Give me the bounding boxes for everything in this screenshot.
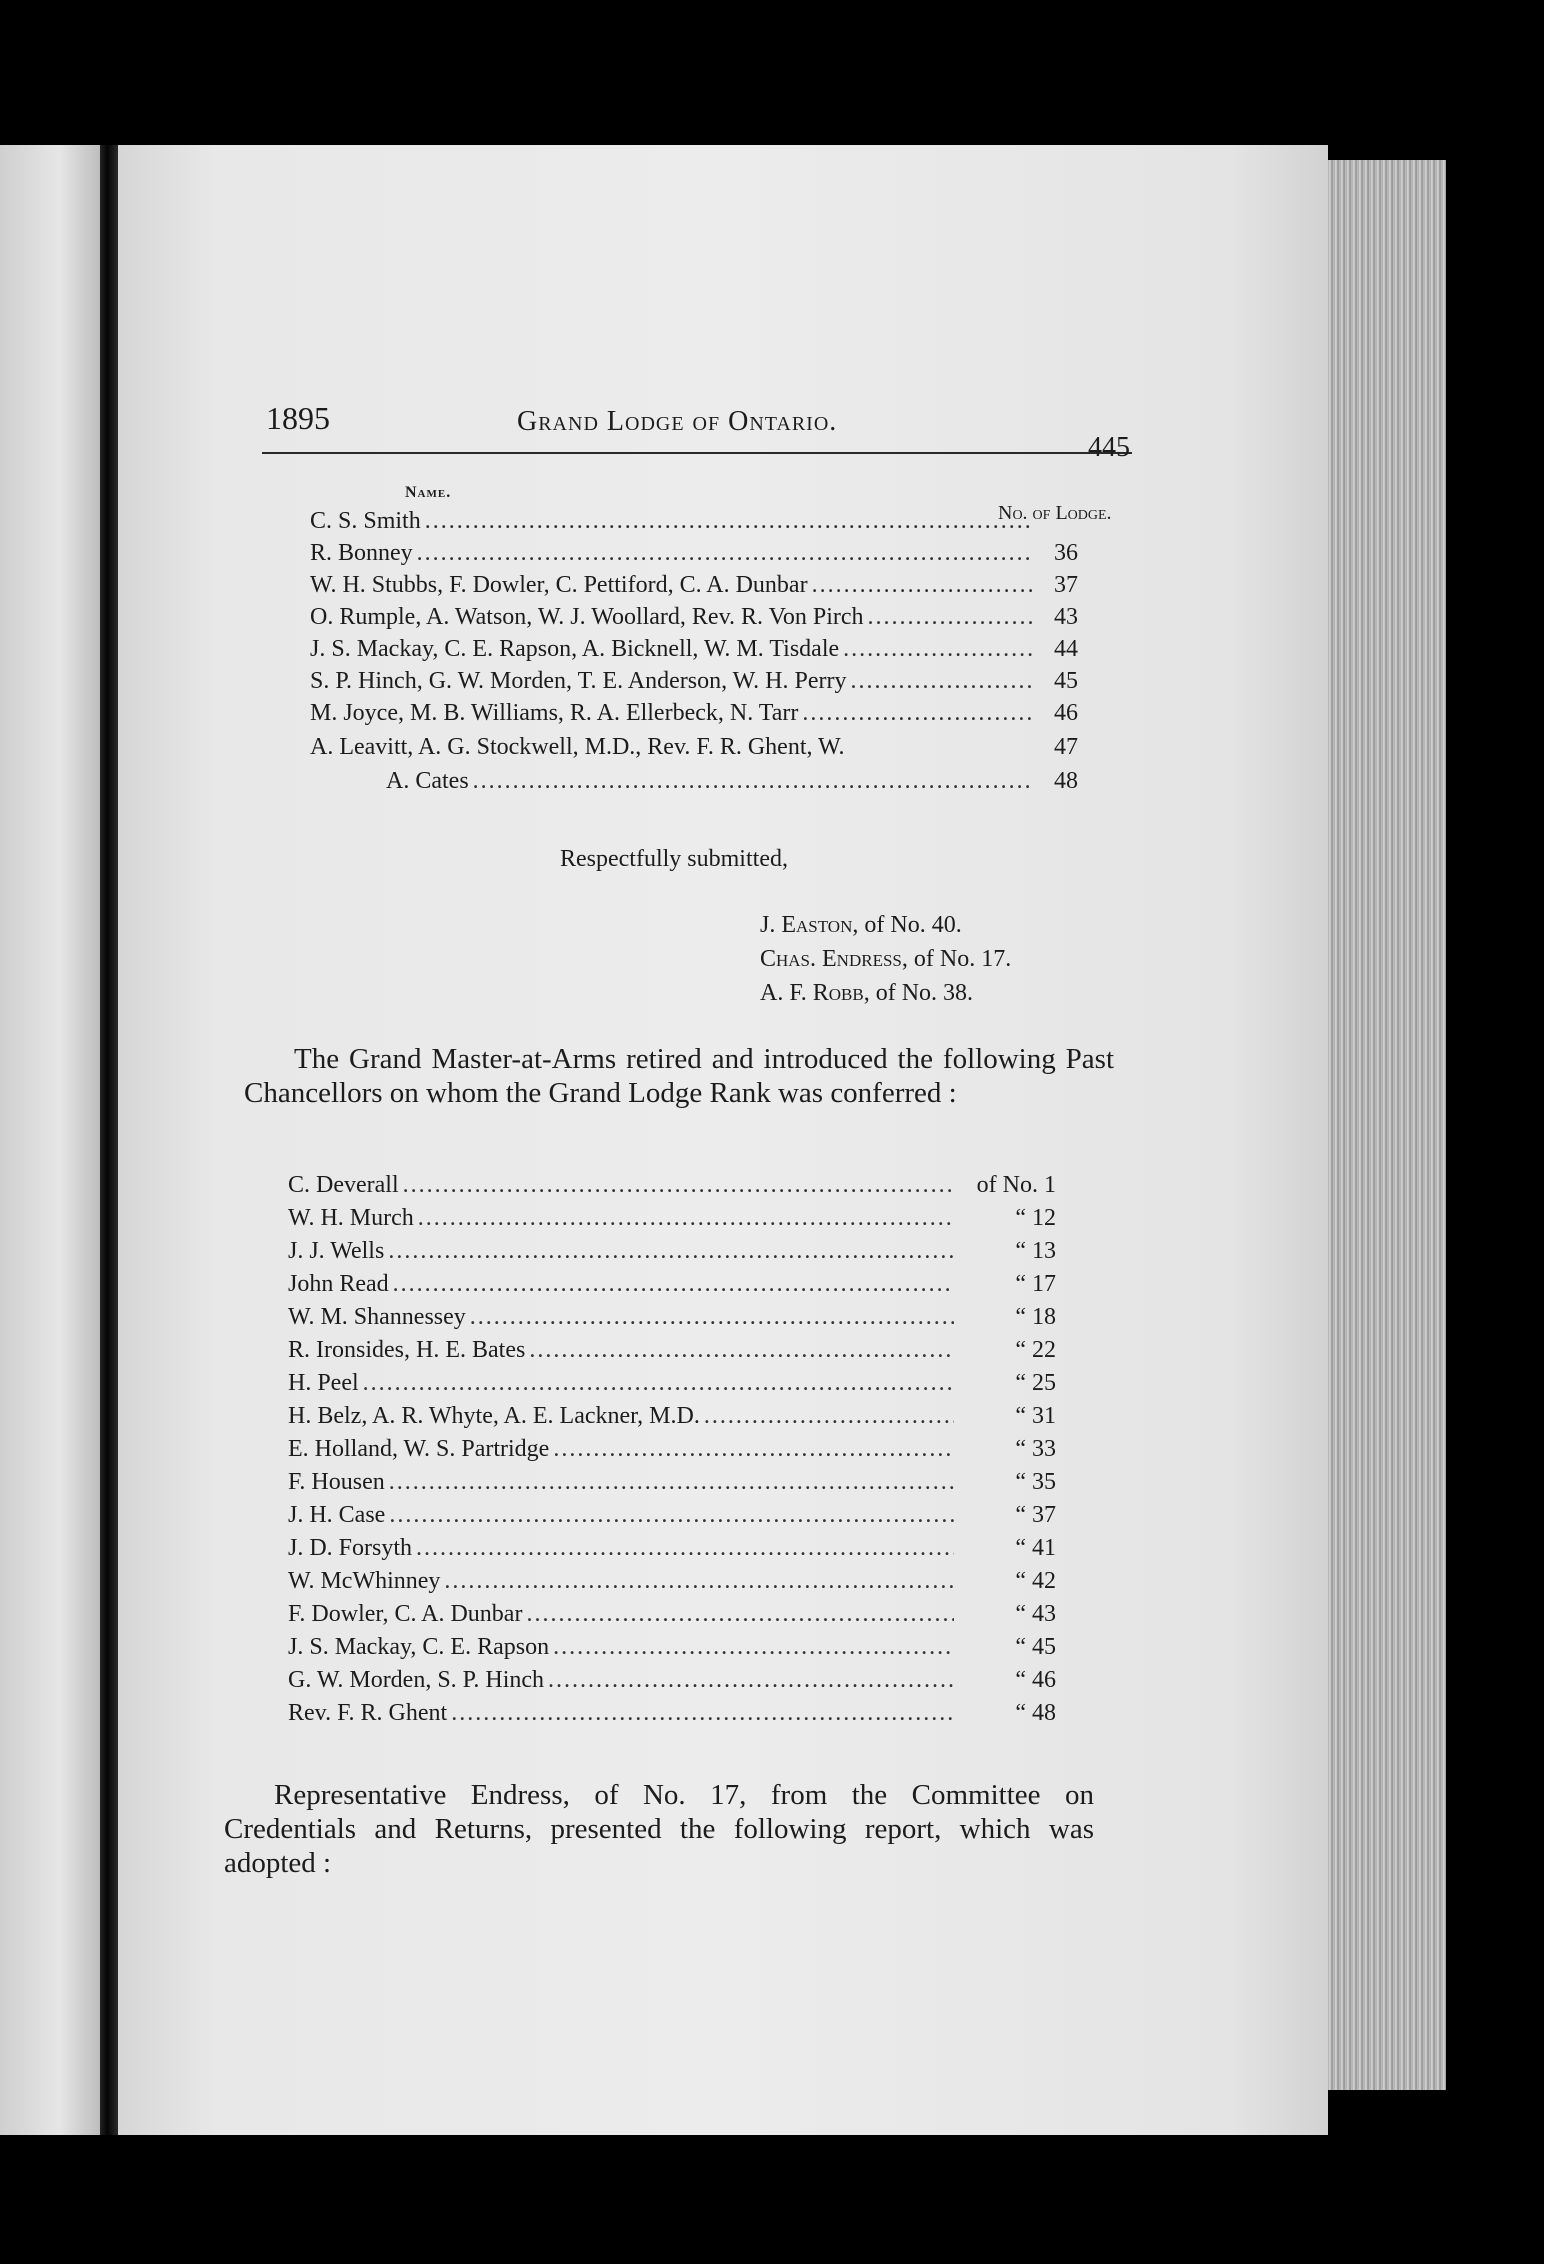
running-head xyxy=(262,392,1132,463)
table-row: A. Leavitt, A. G. Stockwell, M.D., Rev. F. R. Ghent, W. 47 xyxy=(310,734,1078,760)
signature: J. Easton, of No. 40. xyxy=(760,912,962,938)
book-gutter xyxy=(100,145,118,2135)
signature: A. F. Robb, of No. 38. xyxy=(760,980,974,1006)
table-row: S. P. Hinch, G. W. Morden, T. E. Anderson, W. H. Perry ..... 45 xyxy=(310,666,1078,696)
page-edges xyxy=(1328,160,1446,2090)
page-number: 445 xyxy=(1088,432,1130,463)
table-row: Rev. F. R. Ghent ..... “ 48 xyxy=(288,1698,1056,1728)
paragraph: The Grand Master-at-Arms retired and introduced the following Past Chancellors on whom the Grand Lodge Rank was conferred : xyxy=(244,1043,1114,1109)
table-row: J. J. Wells ..... “ 13 xyxy=(288,1236,1056,1266)
name-column-header: Name. xyxy=(405,484,452,501)
table-row: W. McWhinney ..... “ 42 xyxy=(288,1566,1056,1596)
table-row: W. M. Shannessey ..... “ 18 xyxy=(288,1302,1056,1332)
table-row: R. Ironsides, H. E. Bates ..... “ 22 xyxy=(288,1335,1056,1365)
table-row: O. Rumple, A. Watson, W. J. Woollard, Rev. R. Von Pirch ..... 43 xyxy=(310,602,1078,632)
table-row: J. S. Mackay, C. E. Rapson ..... “ 45 xyxy=(288,1632,1056,1662)
table-row: J. S. Mackay, C. E. Rapson, A. Bicknell, W. M. Tisdale ..... 44 xyxy=(310,634,1078,664)
table-row: W. H. Murch ..... “ 12 xyxy=(288,1203,1056,1233)
table-row: R. Bonney ..... 36 xyxy=(310,538,1078,568)
table-row: M. Joyce, M. B. Williams, R. A. Ellerbeck, N. Tarr ..... 46 xyxy=(310,698,1078,728)
table-row: J. H. Case ..... “ 37 xyxy=(288,1500,1056,1530)
table-row: J. D. Forsyth ..... “ 41 xyxy=(288,1533,1056,1563)
header-title: Grand Lodge of Ontario. xyxy=(517,406,838,437)
paragraph: Representative Endress, of No. 17, from the Committee on Credentials and Returns, presented the following report, which was adopted : xyxy=(224,1779,1094,1879)
table-row: H. Peel ..... “ 25 xyxy=(288,1368,1056,1398)
table-row: A. Cates ..... 48 xyxy=(386,766,1078,796)
table-row: F. Dowler, C. A. Dunbar ..... “ 43 xyxy=(288,1599,1056,1629)
table-row: H. Belz, A. R. Whyte, A. E. Lackner, M.D. ..... “ 31 xyxy=(288,1401,1056,1431)
facing-page-edge xyxy=(0,145,100,2135)
header-year: 1895 xyxy=(266,400,330,436)
closing-phrase: Respectfully submitted, xyxy=(560,846,788,872)
table-row: E. Holland, W. S. Partridge ..... “ 33 xyxy=(288,1434,1056,1464)
signature: Chas. Endress, of No. 17. xyxy=(760,946,1012,972)
table-row: G. W. Morden, S. P. Hinch ..... “ 46 xyxy=(288,1665,1056,1695)
table-row: C. S. Smith ..... xyxy=(310,506,1078,536)
table-row: John Read ..... “ 17 xyxy=(288,1269,1056,1299)
table-row: F. Housen ..... “ 35 xyxy=(288,1467,1056,1497)
table-row: C. Deverall ..... of No. 1 xyxy=(288,1170,1056,1200)
lodge-column-header: No. of Lodge. xyxy=(998,502,1112,524)
table-row: W. H. Stubbs, F. Dowler, C. Pettiford, C. A. Dunbar ..... 37 xyxy=(310,570,1078,600)
